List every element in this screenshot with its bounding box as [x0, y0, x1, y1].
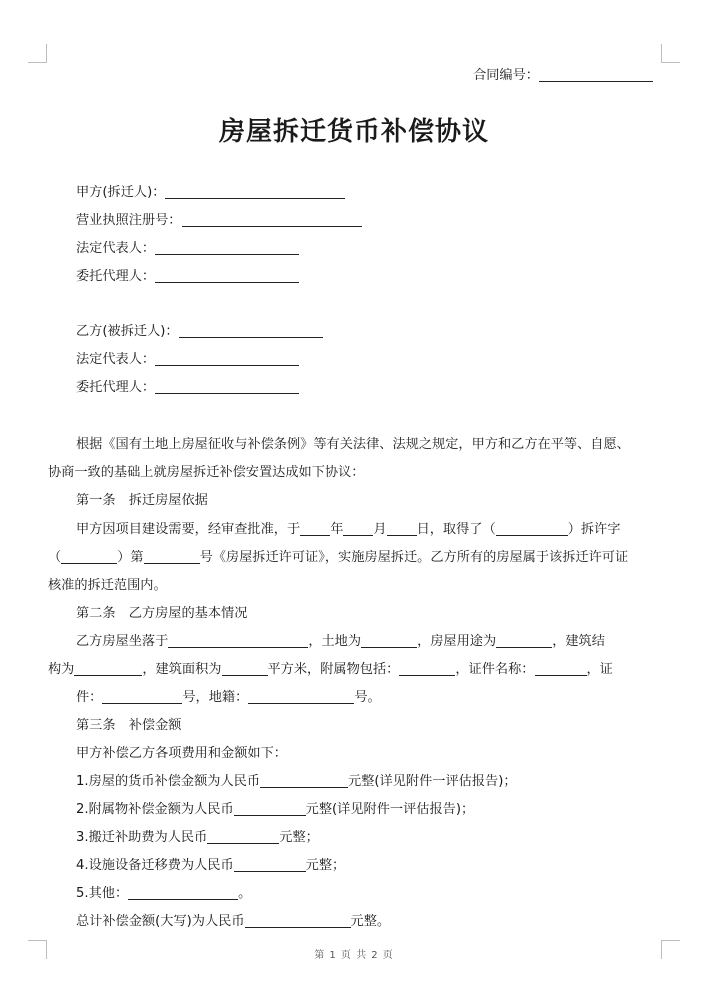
article-2-line-3: [76, 688, 381, 708]
compensation-item-1: [76, 772, 517, 792]
text: 元整。: [350, 914, 391, 929]
page-number: 第 1 页 共 2 页: [314, 950, 394, 961]
house-use-blank[interactable]: [496, 633, 552, 648]
day-blank[interactable]: [387, 521, 417, 536]
party-a-license-line: [76, 211, 362, 231]
attachments-blank[interactable]: [399, 661, 455, 676]
text: 元整；: [305, 858, 346, 873]
text: ，建筑结: [552, 634, 605, 649]
text: 年: [330, 522, 344, 537]
structure-blank[interactable]: [74, 661, 142, 676]
other-compensation-blank[interactable]: [128, 885, 238, 900]
text: ，证: [586, 662, 613, 677]
text: 日，取得了（: [416, 522, 496, 537]
year-blank[interactable]: [300, 521, 330, 536]
text: ）第: [117, 550, 144, 565]
party-a-agent-line: [76, 267, 299, 287]
month-blank[interactable]: [343, 521, 373, 536]
relocation-subsidy-blank[interactable]: [207, 829, 279, 844]
party-a-legal-rep-blank[interactable]: [155, 240, 299, 255]
text: 2.附属物补偿金额为人民币: [76, 802, 234, 817]
area-blank[interactable]: [222, 661, 268, 676]
text: 甲方因项目建设需要，经审查批准，于: [76, 522, 301, 537]
text: 元整(详见附件一评估报告)；: [305, 802, 475, 817]
text: 5.其他：: [76, 886, 129, 901]
party-b-agent-line: [76, 378, 299, 398]
party-a-legal-rep-label: 法定代表人：: [76, 241, 156, 256]
compensation-item-2: [76, 800, 474, 820]
permit-prefix-blank[interactable]: [496, 521, 568, 536]
party-a-license-label: 营业执照注册号：: [76, 213, 182, 228]
article-1-heading: 第一条 拆迁房屋依据: [76, 493, 208, 508]
text: 平方米，附属物包括：: [267, 662, 400, 677]
party-b-agent-blank[interactable]: [155, 379, 299, 394]
article-2-line-2: [48, 660, 613, 680]
contract-number-label: 合同编号：: [473, 68, 539, 83]
text: 总计补偿金额(大写)为人民币: [76, 914, 245, 929]
equipment-relocation-blank[interactable]: [234, 857, 306, 872]
house-compensation-blank[interactable]: [260, 773, 348, 788]
text: （: [48, 550, 62, 565]
permit-number-blank[interactable]: [144, 549, 200, 564]
party-b-agent-label: 委托代理人：: [76, 380, 156, 395]
party-b-name-blank[interactable]: [179, 323, 323, 338]
party-a-name-line: [76, 183, 345, 203]
text: 件：: [76, 690, 103, 705]
text: ，建筑面积为: [142, 662, 222, 677]
document-title: 房屋拆迁货币补偿协议: [218, 117, 489, 147]
text: 构为: [48, 662, 75, 677]
party-a-legal-rep-line: [76, 239, 299, 259]
permit-year-blank[interactable]: [61, 549, 117, 564]
text: 月: [373, 522, 387, 537]
certificate-number-blank[interactable]: [102, 689, 182, 704]
party-a-agent-blank[interactable]: [155, 268, 299, 283]
article-1-line-3: 核准的拆迁范围内。: [48, 578, 167, 593]
party-b-name-label: 乙方(被拆迁人)：: [76, 324, 179, 339]
contract-number-line: [473, 66, 653, 86]
party-a-name-blank[interactable]: [165, 184, 345, 199]
party-a-name-label: 甲方(拆迁人)：: [76, 185, 166, 200]
article-3-intro: 甲方补偿乙方各项费用和金额如下：: [76, 746, 287, 761]
contract-number-blank[interactable]: [539, 67, 653, 82]
text: 号。: [354, 690, 381, 705]
party-a-license-blank[interactable]: [182, 212, 362, 227]
land-type-blank[interactable]: [361, 633, 417, 648]
compensation-item-4: [76, 856, 345, 876]
total-compensation-blank[interactable]: [245, 913, 351, 928]
party-b-legal-rep-line: [76, 350, 299, 370]
article-2-line-1: [76, 632, 605, 652]
article-1-line-1: [76, 520, 620, 540]
text: 号，地籍：: [182, 690, 249, 705]
text: ）拆许字: [567, 522, 621, 537]
crop-mark-top-left: [28, 44, 47, 63]
cadastral-number-blank[interactable]: [248, 689, 354, 704]
text: 号《房屋拆迁许可证》，实施房屋拆迁。乙方所有的房屋属于该拆迁许可证: [199, 550, 629, 565]
compensation-total: [76, 912, 390, 932]
party-a-agent-label: 委托代理人：: [76, 269, 156, 284]
article-1-line-2: [48, 548, 628, 568]
location-blank[interactable]: [168, 633, 308, 648]
text: 乙方房屋坐落于: [76, 634, 169, 649]
intro-line-2: 协商一致的基础上就房屋拆迁补偿安置达成如下协议：: [48, 465, 365, 480]
text: 3.搬迁补助费为人民币: [76, 830, 208, 845]
intro-line-1: 根据《国有土地上房屋征收与补偿条例》等有关法律、法规之规定，甲方和乙方在平等、自愿、: [76, 437, 630, 452]
party-b-name-line: [76, 322, 323, 342]
attachment-compensation-blank[interactable]: [234, 801, 306, 816]
text: 4.设施设备迁移费为人民币: [76, 858, 234, 873]
text: 1.房屋的货币补偿金额为人民币: [76, 774, 261, 789]
text: 元整(详见附件一评估报告)；: [348, 774, 517, 789]
party-b-legal-rep-blank[interactable]: [155, 351, 299, 366]
crop-mark-top-right: [661, 44, 680, 63]
text: 。: [238, 886, 252, 901]
text: 元整；: [279, 830, 319, 845]
text: ，房屋用途为: [417, 634, 497, 649]
text: ，土地为: [308, 634, 362, 649]
compensation-item-5: [76, 884, 251, 904]
certificate-name-blank[interactable]: [535, 661, 587, 676]
article-2-heading: 第二条 乙方房屋的基本情况: [76, 606, 248, 621]
text: ，证件名称：: [455, 662, 535, 677]
article-3-heading: 第三条 补偿金额: [76, 718, 182, 733]
party-b-legal-rep-label: 法定代表人：: [76, 352, 156, 367]
compensation-item-3: [76, 828, 319, 848]
